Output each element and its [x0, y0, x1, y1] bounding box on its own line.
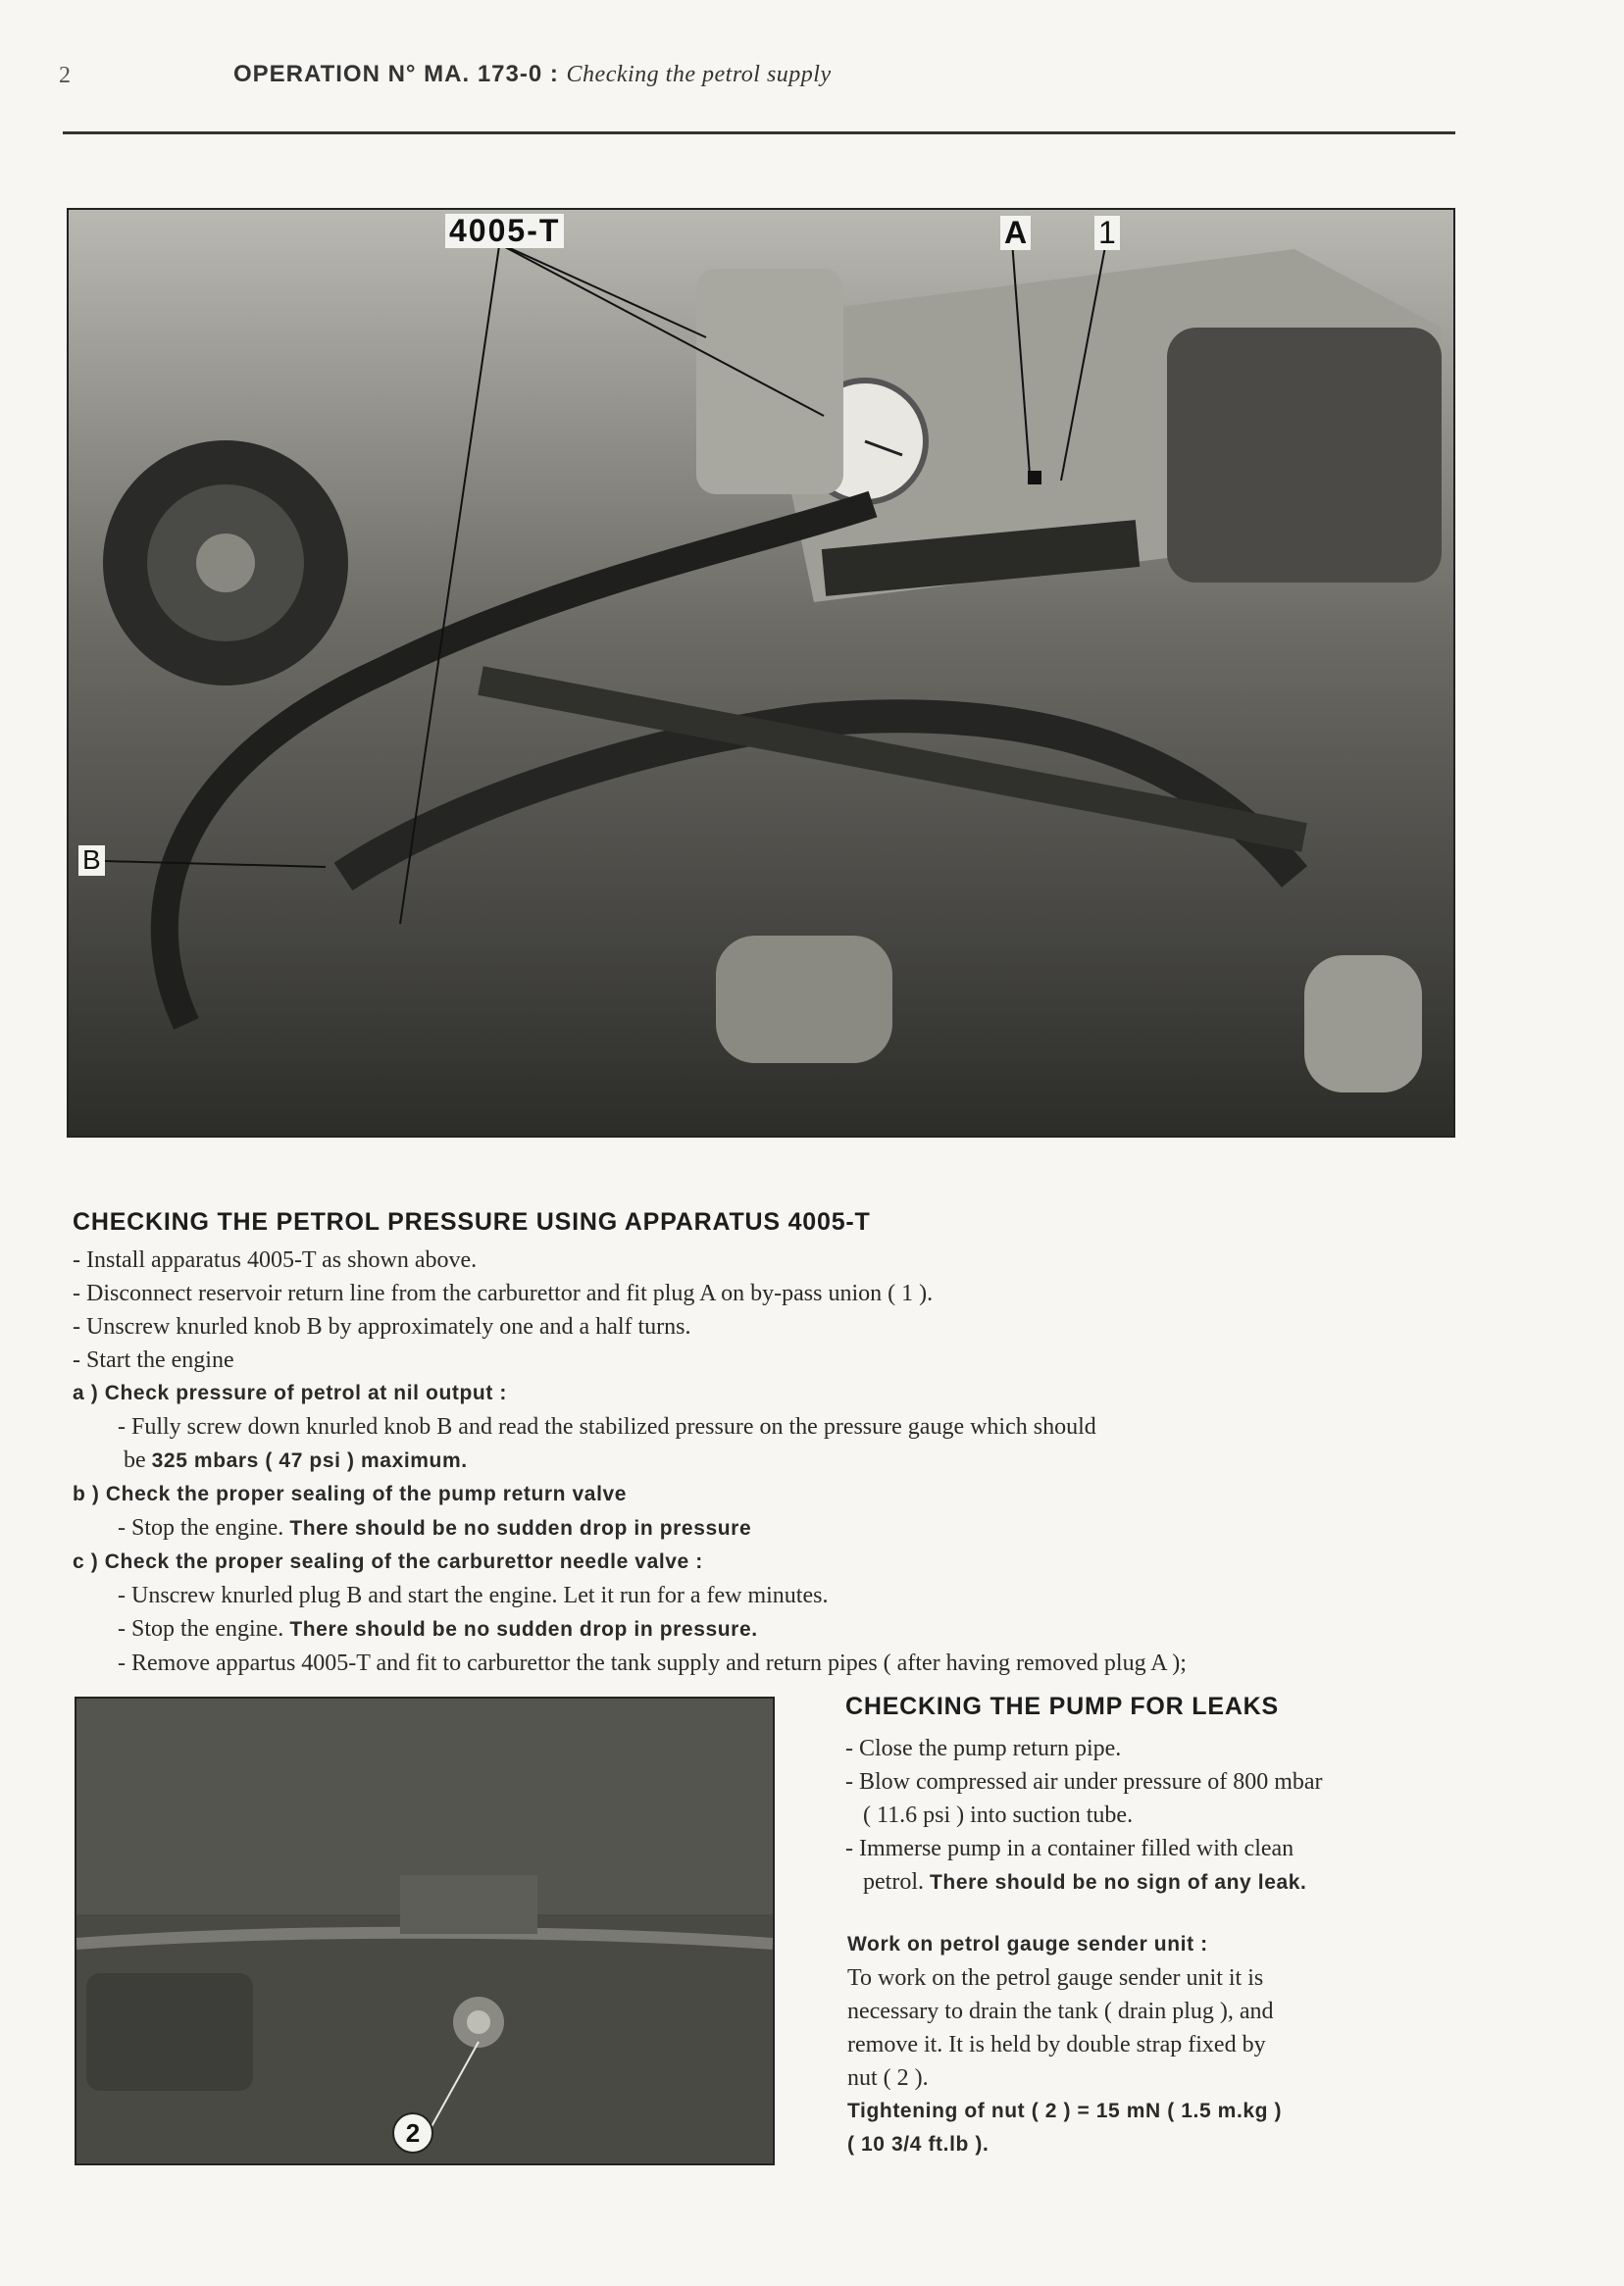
page-number: 2 — [59, 63, 71, 88]
check-c-line1: - Unscrew knurled plug B and start the engine. Let it run for a few minutes. — [118, 1583, 829, 1608]
pump-step-immerse-cont — [845, 1865, 1323, 1900]
section-title-petrol-pressure: CHECKING THE PETROL PRESSURE USING APPARATUS 4005-T — [73, 1208, 871, 1236]
check-a-line2-text: be — [124, 1448, 146, 1473]
sender-line4: nut ( 2 ). — [847, 2065, 929, 2091]
engine-photo-illustration — [69, 210, 1453, 1136]
check-c-line2-text: - Stop the engine. — [118, 1616, 284, 1642]
step-disconnect: - Disconnect reservoir return line from the carburettor and fit plug A on by-pass union ( 1 ). — [73, 1281, 934, 1306]
check-c-line2 — [73, 1612, 1187, 1647]
sender-line2: necessary to drain the tank ( drain plug ), and — [847, 1999, 1274, 2024]
label-a: A — [1000, 216, 1031, 250]
pump-step-close: - Close the pump return pipe. — [845, 1736, 1122, 1761]
label-4005t: 4005-T — [445, 214, 564, 248]
header-rule — [63, 131, 1455, 134]
check-a-line1: - Fully screw down knurled knob B and read the stabilized pressure on the pressure gauge which should — [118, 1414, 1096, 1440]
torque-spec-imperial: ( 10 3/4 ft.lb ). — [847, 2133, 990, 2156]
section-title-pump-leaks: CHECKING THE PUMP FOR LEAKS — [845, 1693, 1279, 1720]
section3-body — [847, 1928, 1282, 2161]
check-c-line2-bold: There should be no sudden drop in pressure. — [289, 1618, 758, 1641]
check-a-max-pressure: 325 mbars ( 47 psi ) maximum. — [151, 1449, 468, 1472]
check-b-line-bold: There should be no sudden drop in pressure — [289, 1517, 752, 1540]
pump-step-blow: - Blow compressed air under pressure of 800 mbar — [845, 1769, 1323, 1795]
tank-photo-illustration — [76, 1699, 773, 2163]
step-install: - Install apparatus 4005-T as shown above. — [73, 1247, 478, 1273]
pump-step-immerse-text: petrol. — [863, 1869, 924, 1895]
sender-line3: remove it. It is held by double strap fixed by — [847, 2032, 1266, 2057]
engine-photo — [67, 208, 1455, 1138]
check-a-heading: a ) Check pressure of petrol at nil output : — [73, 1382, 507, 1404]
check-c-line3: - Remove appartus 4005-T and fit to carburettor the tank supply and return pipes ( after having removed plug A ); — [118, 1651, 1187, 1676]
step-unscrew: - Unscrew knurled knob B by approximately one and a half turns. — [73, 1314, 691, 1340]
page-header — [233, 61, 832, 88]
check-a-line2 — [73, 1444, 1187, 1478]
label-1: 1 — [1094, 216, 1120, 250]
page-subtitle: Checking the petrol supply — [566, 62, 832, 87]
check-b-line-text: - Stop the engine. — [118, 1515, 284, 1541]
section1-body — [73, 1244, 1187, 1680]
pump-step-immerse: - Immerse pump in a container filled with clean — [845, 1836, 1294, 1861]
sender-line1: To work on the petrol gauge sender unit it is — [847, 1965, 1264, 1991]
pump-no-leak-note: There should be no sign of any leak. — [929, 1871, 1307, 1894]
pump-step-blow-cont: ( 11.6 psi ) into suction tube. — [863, 1803, 1134, 1828]
torque-spec: Tightening of nut ( 2 ) = 15 mN ( 1.5 m.kg ) — [847, 2100, 1283, 2122]
label-b: B — [78, 845, 105, 876]
section-title-sender-unit: Work on petrol gauge sender unit : — [847, 1933, 1208, 1956]
step-start: - Start the engine — [73, 1347, 234, 1373]
check-c-heading: c ) Check the proper sealing of the carburettor needle valve : — [73, 1550, 703, 1573]
operation-number: OPERATION N° MA. 173-0 : — [233, 61, 559, 87]
section2-body — [845, 1732, 1323, 1900]
label-2: 2 — [392, 2112, 433, 2154]
check-b-heading: b ) Check the proper sealing of the pump return valve — [73, 1483, 628, 1505]
tank-photo — [75, 1697, 775, 2165]
check-b-line — [73, 1511, 1187, 1546]
